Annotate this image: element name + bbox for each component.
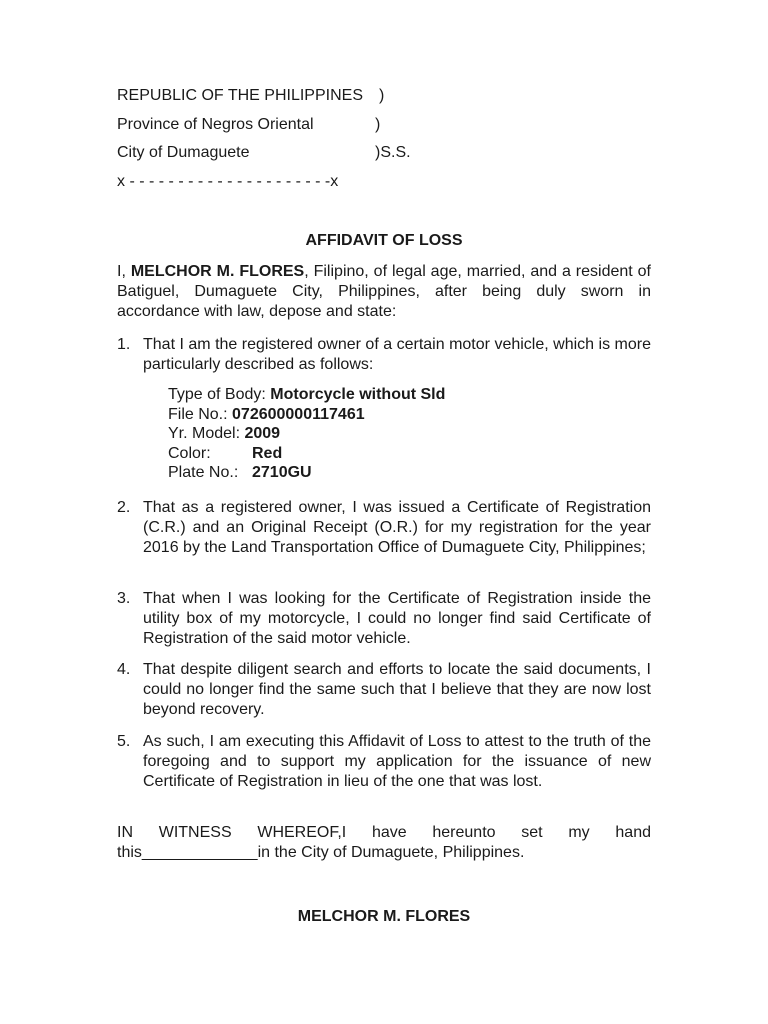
item-text: That I am the registered owner of a certain motor vehicle, which is more particularly described as follows:	[143, 336, 651, 373]
vehicle-details	[168, 385, 445, 483]
venue-city-label: City of Dumaguete	[117, 144, 250, 161]
affiant-name: MELCHOR M. FLORES	[130, 263, 305, 280]
witness-line-2: this_____________in the City of Dumaguete, Philippines.	[117, 844, 525, 861]
venue-republic-paren: )	[379, 87, 385, 104]
intro-prefix: I,	[117, 263, 131, 280]
item-number: 1.	[117, 336, 131, 353]
vehicle-file-value: 072600000117461	[232, 405, 365, 423]
vehicle-color-row	[168, 444, 445, 464]
list-item	[117, 589, 651, 649]
list-item	[117, 335, 651, 375]
statement-item-4	[117, 660, 651, 720]
statement-item-1	[117, 335, 651, 375]
vehicle-model-value: 2009	[244, 425, 281, 443]
item-number: 4.	[117, 661, 131, 678]
list-item	[117, 660, 651, 720]
witness-line-1: IN WITNESS WHEREOF,I have hereunto set my hand	[117, 824, 651, 841]
statement-item-5	[117, 732, 651, 792]
venue-province-paren: )	[375, 115, 381, 133]
venue-line-province	[117, 115, 517, 144]
venue-line-republic	[117, 86, 517, 115]
vehicle-file-row	[168, 405, 445, 425]
document-title: AFFIDAVIT OF LOSS	[305, 232, 463, 249]
intro-paragraph	[117, 262, 651, 322]
venue-separator: x - - - - - - - - - - - - - - - - - - - - -x	[117, 172, 339, 190]
item-number: 3.	[117, 590, 131, 607]
item-number: 5.	[117, 733, 131, 750]
vehicle-plate-value: 2710GU	[252, 464, 312, 482]
vehicle-file-label: File No.:	[168, 405, 233, 423]
vehicle-body-label: Type of Body:	[168, 386, 271, 403]
item-text: As such, I am executing this Affidavit of Loss to attest to the truth of the foregoing and to support my application for the issuance of new Certificate of Registration in lieu of the one that was lost.	[143, 733, 651, 790]
vehicle-color-value: Red	[252, 444, 283, 462]
statement-item-2	[117, 498, 651, 558]
list-item	[117, 732, 651, 792]
item-text: That despite diligent search and efforts to locate the said documents, I could no longer find the same such that I believe that they are now lost beyond recovery.	[143, 661, 651, 718]
venue-line-city	[117, 143, 517, 172]
vehicle-color-label: Color:	[168, 444, 211, 462]
item-text: That when I was looking for the Certificate of Registration inside the utility box of my motorcycle, I could no longer find said Certificate of Registration of the said motor vehicle.	[143, 590, 651, 647]
vehicle-body-row	[168, 385, 445, 405]
witness-clause	[117, 823, 651, 863]
venue-city-paren: )S.S.	[375, 144, 411, 161]
statement-item-3	[117, 589, 651, 649]
venue-block	[117, 86, 517, 200]
vehicle-plate-row	[168, 463, 445, 483]
item-number: 2.	[117, 499, 131, 516]
venue-republic-label: REPUBLIC OF THE PHILIPPINES	[117, 87, 363, 104]
list-item	[117, 498, 651, 558]
vehicle-model-label: Yr. Model:	[168, 425, 245, 443]
venue-province-label: Province of Negros Oriental	[117, 115, 314, 133]
vehicle-model-row	[168, 424, 445, 444]
vehicle-plate-label: Plate No.:	[168, 464, 239, 482]
item-text: That as a registered owner, I was issued a Certificate of Registration (C.R.) and an Original Receipt (O.R.) for my registration for the year 2016 by the Land Transportation Office of Dumaguete City, Philippines;	[143, 499, 651, 556]
signatory-name: MELCHOR M. FLORES	[297, 908, 471, 925]
vehicle-body-value: Motorcycle without Sld	[270, 386, 446, 403]
intro-rest: , Filipino, of legal age, married, and a resident of Batiguel, Dumaguete City, Philippines, after being duly sworn in accordance with law, depose and state:	[117, 263, 651, 320]
